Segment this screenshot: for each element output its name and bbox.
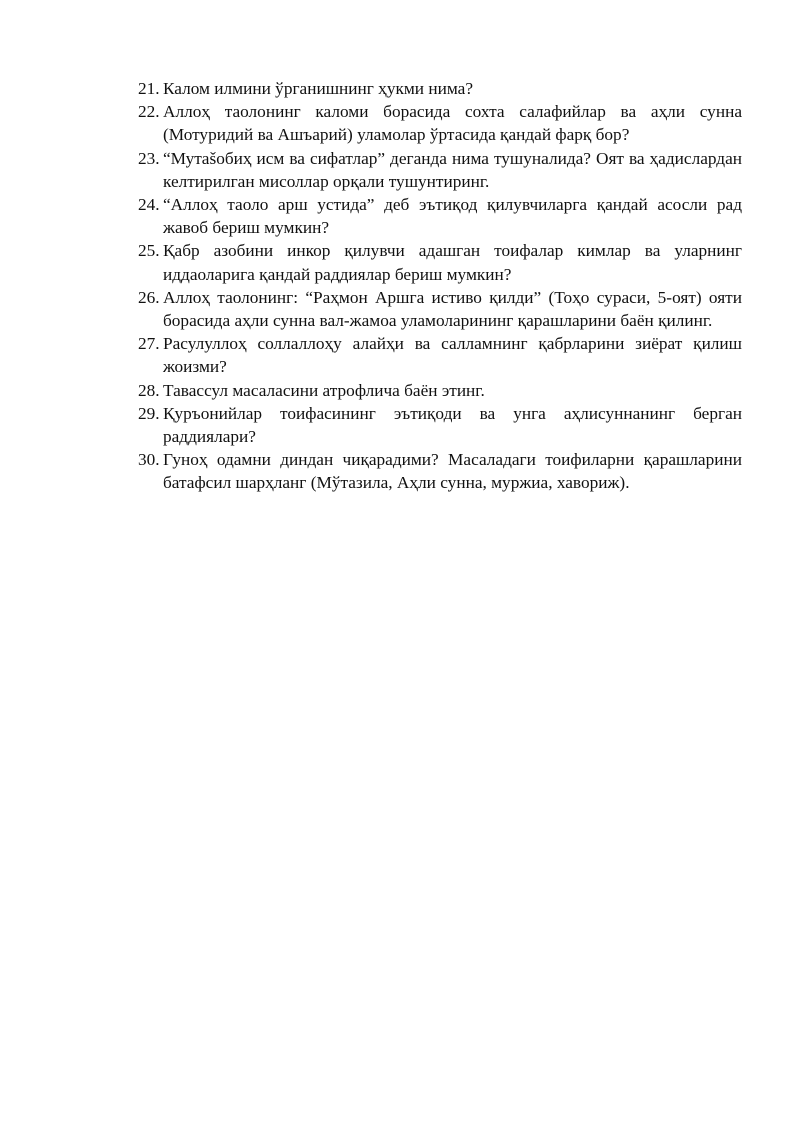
question-item-23 bbox=[138, 147, 742, 193]
question-text: Қабр азобини инкор қилувчи адашган тоифалар кимлар ва уларнинг иддаоларига қандай раддиялар бериш мумкин? bbox=[163, 241, 742, 284]
question-number: 25. bbox=[138, 241, 160, 261]
question-number: 30. bbox=[138, 450, 160, 470]
question-number: 26. bbox=[138, 287, 160, 307]
question-number: 28. bbox=[138, 380, 160, 400]
question-item-28 bbox=[138, 379, 742, 402]
question-text: Аллоҳ таолонинг: “Раҳмон Аршга истиво қилди” (Тоҳо сураси, 5-оят) ояти борасида аҳли сунна вал-жамоа уламоларининг қарашларини баён қилинг. bbox=[163, 287, 742, 331]
question-number: 23. bbox=[138, 148, 160, 168]
question-text: “Аллоҳ таоло арш устида” деб эътиқод қилувчиларга қандай асосли рад жавоб бериш мумкин? bbox=[163, 195, 742, 238]
question-item-22 bbox=[138, 100, 742, 146]
question-number: 27. bbox=[138, 334, 160, 354]
question-number: 29. bbox=[138, 403, 160, 423]
question-item-25 bbox=[138, 239, 742, 285]
question-item-29 bbox=[138, 402, 742, 448]
question-text: Қуръонийлар тоифасининг эътиқоди ва унга аҳлисуннанинг берган раддиялари? bbox=[163, 403, 742, 447]
question-number: 24. bbox=[138, 195, 160, 215]
question-number: 21. bbox=[138, 79, 160, 98]
question-item-21 bbox=[138, 77, 742, 100]
question-text: Калом илмини ўрганишнинг ҳукми нима? bbox=[163, 79, 474, 98]
question-item-24 bbox=[138, 193, 742, 239]
question-text: “Мутašобиҳ исм ва сифатлар” деганда нима тушуналида? Оят ва ҳадислардан келтирилган мисоллар орқали тушунтиринг. bbox=[163, 148, 742, 191]
question-item-30 bbox=[138, 448, 742, 494]
question-text: Гуноҳ одамни диндан чиқарадими? Масаладаги тоифиларни қарашларини батафсил шарҳланг (Мўтазила, Аҳли сунна, муржиа, хавориж). bbox=[163, 450, 742, 493]
question-list bbox=[138, 77, 742, 495]
question-text: Тавассул масаласини атрофлича баён этинг. bbox=[163, 380, 485, 400]
question-item-27 bbox=[138, 332, 742, 378]
question-number: 22. bbox=[138, 102, 160, 122]
question-item-26 bbox=[138, 286, 742, 332]
question-text: Расулуллоҳ соллаллоҳу алайҳи ва салламнинг қабрларини зиёрат қилиш жоизми? bbox=[163, 334, 742, 377]
question-text: Аллоҳ таолонинг каломи борасида сохта салафийлар ва аҳли сунна (Мотуридий ва Ашъарий) уламолар ўртасида қандай фарқ бор? bbox=[163, 102, 742, 145]
